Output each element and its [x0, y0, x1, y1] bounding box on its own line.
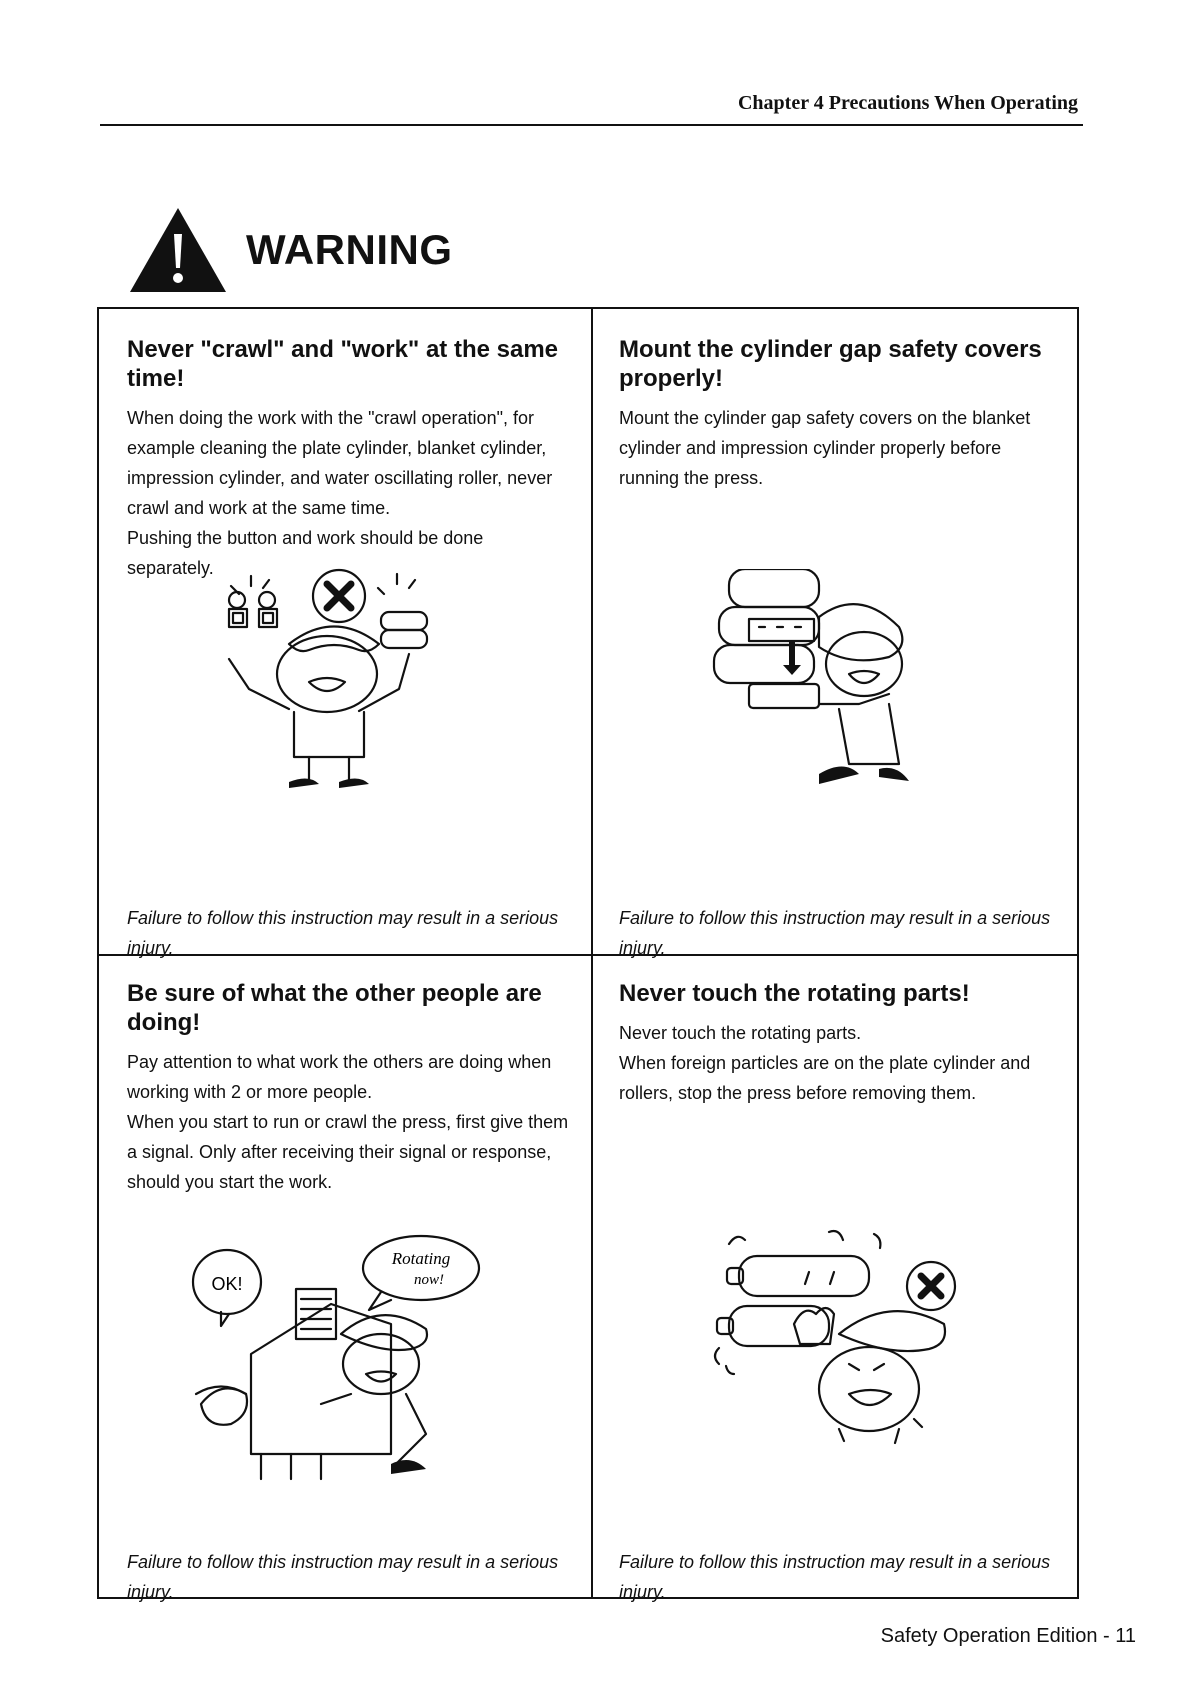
panel-title: Be sure of what the other people are doing! [127, 980, 542, 1036]
warning-grid [97, 307, 1079, 1602]
panel-title: Never "crawl" and "work" at the same time! [127, 336, 559, 392]
bubble-now-text: now! [414, 1272, 444, 1288]
warning-title: WARNING [246, 226, 453, 273]
panel-title: Never touch the rotating parts! [619, 980, 970, 1007]
illustration-other-people [191, 1234, 491, 1484]
warning-heading [128, 205, 453, 295]
panel-body [127, 403, 569, 583]
panel-paragraph: Pay attention to what work the others are doing when working with 2 or more people. [127, 1052, 552, 1102]
failure-note: Failure to follow this instruction may result in a serious injury. [619, 908, 1051, 958]
bubble-ok-text: OK! [211, 1274, 243, 1294]
page-footer: Safety Operation Edition - 11 [880, 1625, 1136, 1647]
grid-divider-vertical [591, 309, 593, 1597]
panel-safety-covers [619, 335, 1061, 958]
warning-triangle-icon [128, 206, 228, 294]
panel-title: Mount the cylinder gap safety covers properly! [619, 336, 1042, 392]
bubble-rotating-text: Rotating [391, 1249, 451, 1268]
panel-paragraph: When doing the work with the "crawl operation", for example cleaning the plate cylinder, blanket cylinder, impression cylinder, and water oscillating roller, never crawl and work at the same time. [127, 408, 553, 518]
panel-paragraph: When foreign particles are on the plate cylinder and rollers, stop the press before removing them. [619, 1053, 1031, 1103]
panel-paragraph: Mount the cylinder gap safety covers on the blanket cylinder and impression cylinder properly before running the press. [619, 408, 1031, 488]
panel-crawl-work [127, 335, 569, 958]
panel-paragraph: When you start to run or crawl the press, first give them a signal. Only after receiving their signal or response, should you start the work. [127, 1112, 569, 1192]
panel-body [619, 1018, 1061, 1108]
panel-rotating-parts [619, 979, 1061, 1602]
failure-note: Failure to follow this instruction may result in a serious injury. [127, 908, 559, 958]
running-header: Chapter 4 Precautions When Operating [737, 92, 1078, 114]
failure-note: Failure to follow this instruction may result in a serious injury. [127, 1552, 559, 1602]
illustration-safety-covers [699, 569, 949, 804]
panel-body [127, 1047, 569, 1197]
panel-paragraph: Never touch the rotating parts. [619, 1023, 862, 1043]
header-rule [100, 124, 1083, 126]
illustration-crawl-work [209, 564, 479, 799]
panel-body [619, 403, 1061, 493]
failure-note: Failure to follow this instruction may result in a serious injury. [619, 1552, 1051, 1602]
panel-paragraph: Pushing the button and work should be done separately. [127, 528, 484, 578]
illustration-rotating-parts [699, 1224, 959, 1474]
